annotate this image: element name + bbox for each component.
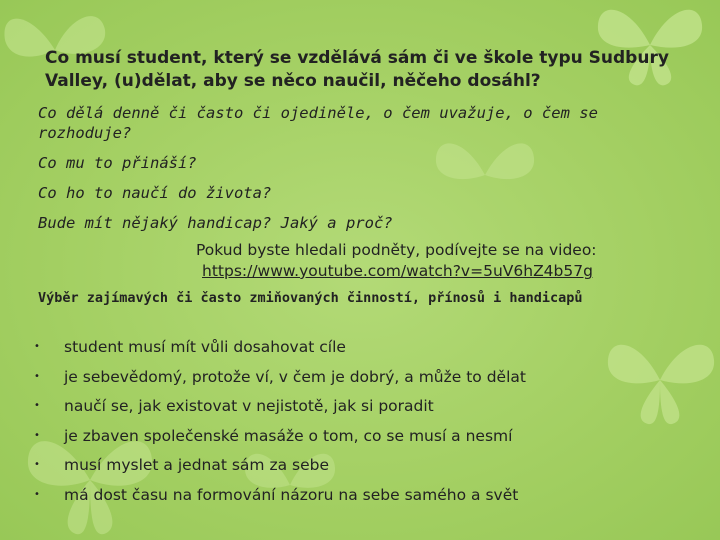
list-item-text: je sebevědomý, protože ví, v čem je dobrý, a může to dělat bbox=[64, 367, 526, 386]
question-4: Bude mít nějaký handicap? Jaký a proč? bbox=[38, 214, 393, 232]
slide-title: Co musí student, který se vzdělává sám či ve škole typu Sudbury Valley, (u)dělat, aby se něco naučil, něčeho dosáhl? bbox=[45, 48, 669, 91]
bullet-icon: • bbox=[34, 488, 40, 500]
video-hint bbox=[196, 240, 696, 282]
question-3: Co ho to naučí do života? bbox=[38, 184, 272, 202]
list-item-text: musí myslet a jednat sám za sebe bbox=[64, 456, 330, 475]
question-2: Co mu to přináší? bbox=[38, 154, 197, 172]
list-item bbox=[30, 394, 526, 424]
list-item-text: má dost času na formování názoru na sebe samého a svět bbox=[64, 485, 519, 504]
list-item bbox=[30, 453, 526, 483]
video-link[interactable]: https://www.youtube.com/watch?v=5uV6hZ4b57g bbox=[202, 262, 593, 280]
list-item-text: naučí se, jak existovat v nejistotě, jak si poradit bbox=[64, 397, 434, 416]
bullet-icon: • bbox=[34, 459, 40, 471]
list-item-text: je zbaven společenské masáže o tom, co se musí a nesmí bbox=[64, 426, 513, 445]
list-item-text: student musí mít vůli dosahovat cíle bbox=[64, 338, 346, 356]
bullet-icon: • bbox=[34, 370, 40, 382]
list-item bbox=[30, 365, 526, 395]
bullet-list bbox=[30, 335, 526, 513]
bullet-icon: • bbox=[34, 341, 40, 352]
question-1: Co dělá denně či často či ojediněle, o čem uvažuje, o čem se rozhoduje? bbox=[38, 104, 598, 142]
bullet-icon: • bbox=[34, 400, 40, 412]
list-item bbox=[30, 483, 526, 513]
selection-heading: Výběr zajímavých či často zmiňovaných činností, přínosů i handicapů bbox=[38, 290, 583, 306]
bullet-icon: • bbox=[34, 429, 40, 441]
list-item bbox=[30, 335, 526, 365]
video-hint-text: Pokud byste hledali podněty, podívejte se na video: bbox=[196, 241, 597, 259]
list-item bbox=[30, 424, 526, 454]
